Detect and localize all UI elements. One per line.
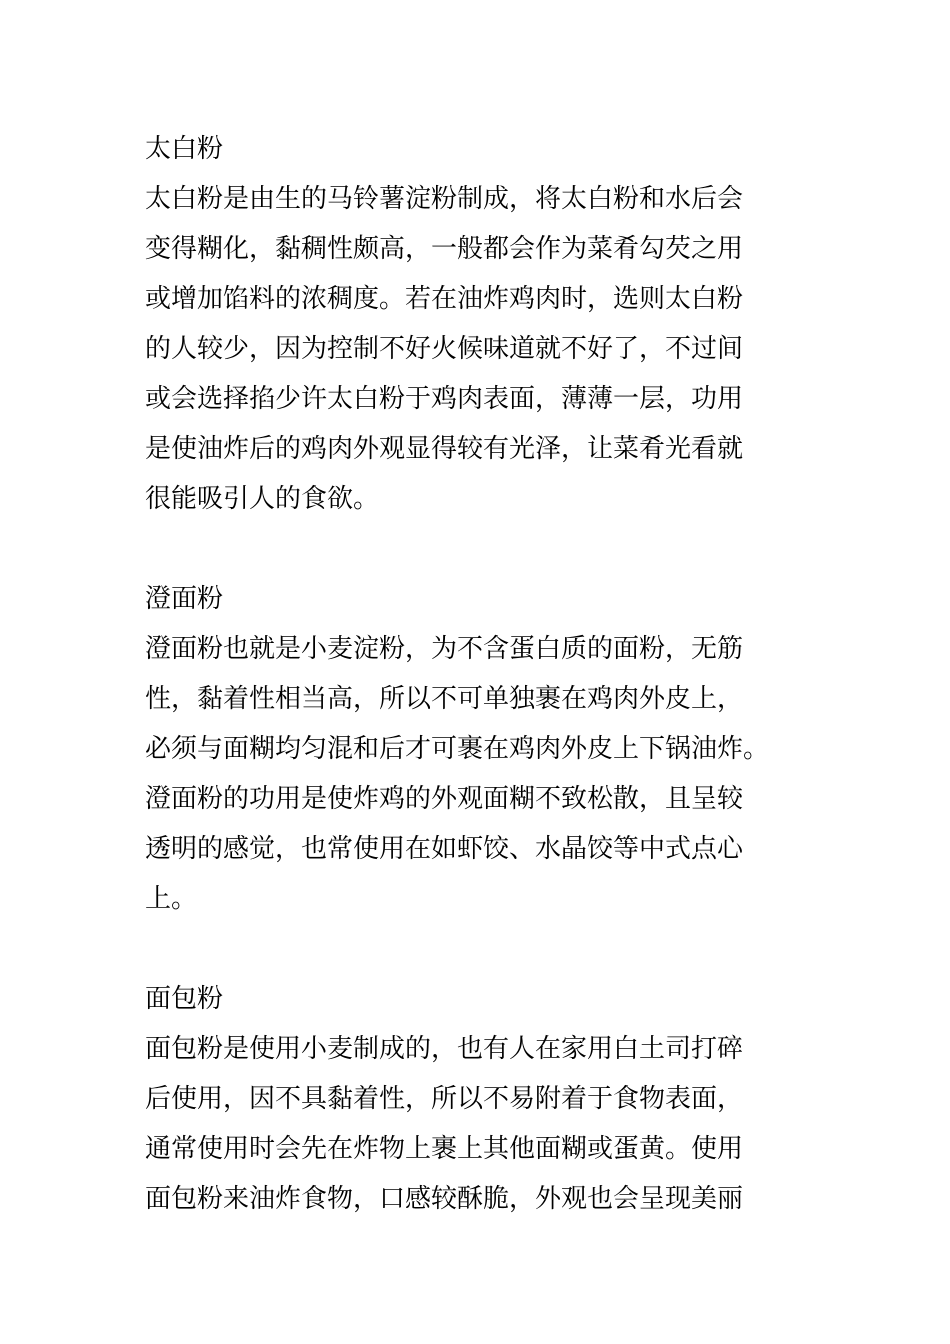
section-chengmianfen: [145, 574, 825, 924]
paragraph-line: 面包粉来油炸食物，口感较酥脆，外观也会呈现美丽: [145, 1184, 744, 1214]
document-body: [145, 124, 825, 1224]
paragraph-line: 太白粉是由生的马铃薯淀粉制成，将太白粉和水后会: [145, 184, 744, 214]
paragraph-line: 面包粉是使用小麦制成的，也有人在家用白土司打碎: [145, 1034, 744, 1064]
section-taibaifen: [145, 124, 825, 524]
section-spacer: [145, 524, 825, 574]
paragraph-line: 是使油炸后的鸡肉外观显得较有光泽，让菜肴光看就: [145, 434, 744, 464]
paragraph-line: 的人较少，因为控制不好火候味道就不好了，不过间: [145, 334, 744, 364]
section-heading: 太白粉: [145, 134, 224, 164]
paragraph-line: 或会选择掐少许太白粉于鸡肉表面，薄薄一层，功用: [145, 384, 744, 414]
paragraph-line: 澄面粉也就是小麦淀粉，为不含蛋白质的面粉，无筋: [145, 634, 744, 664]
paragraph-line: 后使用，因不具黏着性，所以不易附着于食物表面，: [145, 1084, 744, 1114]
paragraph-line: 通常使用时会先在炸物上裹上其他面糊或蛋黄。使用: [145, 1134, 744, 1164]
paragraph-line: 澄面粉的功用是使炸鸡的外观面糊不致松散，且呈较: [145, 784, 744, 814]
paragraph-line: 性，黏着性相当高，所以不可单独裹在鸡肉外皮上，: [145, 684, 744, 714]
paragraph-line: 透明的感觉，也常使用在如虾饺、水晶饺等中式点心: [145, 834, 744, 864]
section-mianbaofen: [145, 974, 825, 1224]
paragraph-line: 上。: [145, 884, 198, 914]
paragraph-line: 或增加馅料的浓稠度。若在油炸鸡肉时，选则太白粉: [145, 284, 744, 314]
section-heading: 面包粉: [145, 984, 224, 1014]
paragraph-line: 必须与面糊均匀混和后才可裹在鸡肉外皮上下锅油炸。: [145, 734, 770, 764]
paragraph-line: 很能吸引人的食欲。: [145, 484, 380, 514]
section-spacer: [145, 924, 825, 974]
paragraph-line: 变得糊化，黏稠性颇高，一般都会作为菜肴勾芡之用: [145, 234, 744, 264]
section-heading: 澄面粉: [145, 584, 224, 614]
